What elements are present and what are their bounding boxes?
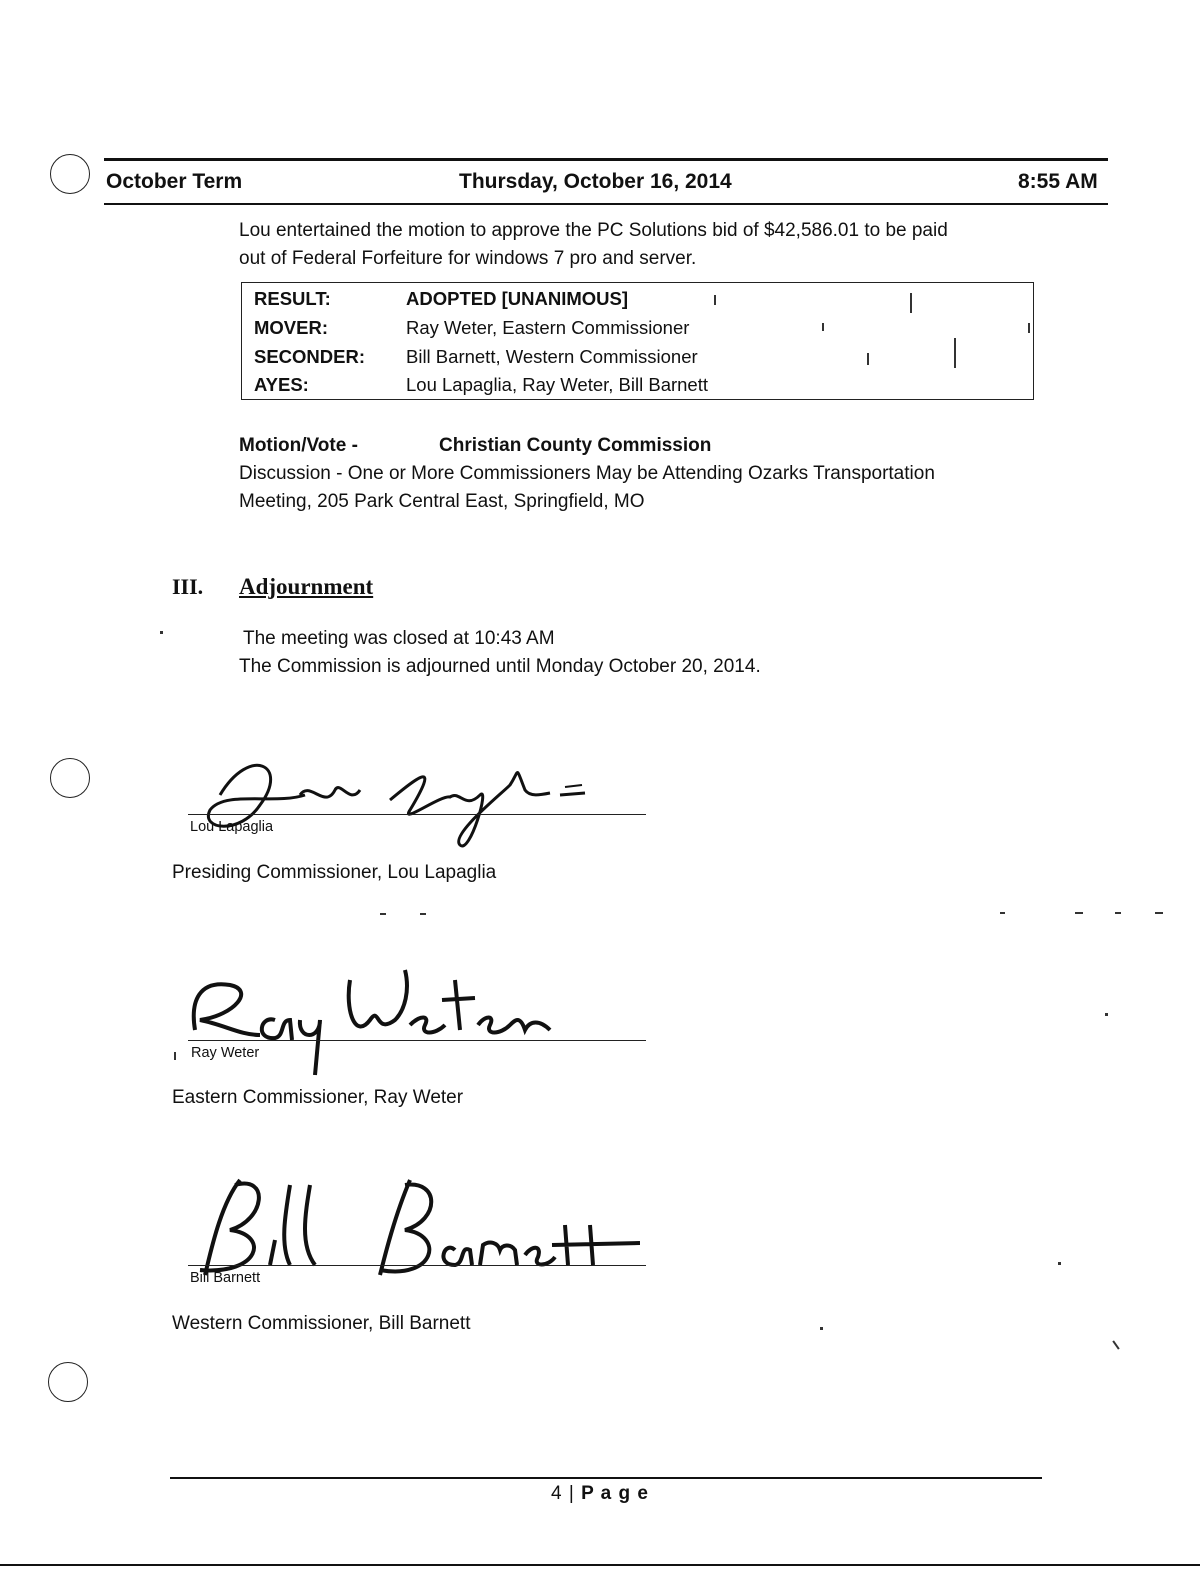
header-top-rule — [104, 158, 1108, 161]
scan-speck — [1115, 912, 1121, 914]
discussion-line-2: Meeting, 205 Park Central East, Springfield, MO — [239, 491, 645, 512]
signer-title-1: Presiding Commissioner, Lou Lapaglia — [172, 862, 497, 883]
signature-ray-weter — [180, 960, 580, 1080]
result-label: RESULT: — [254, 288, 331, 309]
scan-speck — [1000, 912, 1005, 914]
printed-name-2: Ray Weter — [191, 1045, 260, 1061]
motion-line-1: Lou entertained the motion to approve the PC Solutions bid of $42,586.01 to be paid — [239, 220, 948, 241]
scan-speck — [820, 1327, 823, 1330]
signer-title-3: Western Commissioner, Bill Barnett — [172, 1313, 471, 1334]
motion-line-2: out of Federal Forfeiture for windows 7 pro and server. — [239, 248, 697, 269]
signer-title-2: Eastern Commissioner, Ray Weter — [172, 1087, 464, 1108]
scan-speck — [174, 1052, 176, 1060]
result-value: ADOPTED [UNANIMOUS] — [406, 288, 628, 309]
signature-line-3 — [188, 1265, 646, 1266]
scan-speck — [954, 338, 956, 368]
scan-speck — [1105, 1013, 1108, 1016]
discussion-heading-row — [239, 432, 935, 460]
scan-speck — [1028, 323, 1030, 333]
scan-speck — [867, 353, 869, 365]
printed-name-1: Lou Lapaglia — [190, 819, 274, 835]
header-bottom-rule — [104, 203, 1108, 205]
signature-line-1 — [188, 814, 646, 815]
vote-result-table — [241, 282, 1034, 400]
discussion-block — [239, 432, 935, 516]
binder-hole-middle — [50, 758, 90, 798]
page-label: P a g e — [581, 1483, 649, 1504]
scan-speck — [1112, 1340, 1119, 1349]
footer-rule — [170, 1477, 1042, 1479]
ayes-value: Lou Lapaglia, Ray Weter, Bill Barnett — [406, 374, 708, 395]
header-date: Thursday, October 16, 2014 — [459, 170, 732, 193]
bottom-edge-rule — [0, 1564, 1200, 1566]
mover-label: MOVER: — [254, 317, 328, 338]
motion-vote-body: Christian County Commission — [439, 435, 712, 456]
discussion-line-1: Discussion - One or More Commissioners May be Attending Ozarks Transportation — [239, 463, 935, 484]
header-term: October Term — [106, 170, 243, 193]
scan-speck — [420, 913, 426, 915]
header-time: 8:55 AM — [1018, 170, 1098, 193]
signature-lou-lapaglia — [180, 735, 600, 865]
scan-speck — [160, 631, 163, 634]
page-number: 4 — [551, 1483, 563, 1504]
scan-speck — [714, 295, 716, 305]
mover-value: Ray Weter, Eastern Commissioner — [406, 317, 690, 338]
binder-hole-top — [50, 154, 90, 194]
motion-vote-label: Motion/Vote - — [239, 435, 358, 456]
binder-hole-bottom — [48, 1362, 88, 1402]
scan-speck — [1075, 912, 1083, 914]
motion-text — [239, 217, 948, 273]
adjournment-heading: Adjournment — [239, 574, 374, 599]
signature-line-2 — [188, 1040, 646, 1041]
scan-speck — [822, 323, 824, 331]
scan-speck — [910, 293, 912, 313]
adjournment-line-1: The meeting was closed at 10:43 AM — [243, 628, 555, 649]
adjournment-numeral: III. — [172, 574, 204, 599]
seconder-value: Bill Barnett, Western Commissioner — [406, 346, 698, 367]
page-footer — [0, 1483, 1200, 1505]
adjournment-line-2: The Commission is adjourned until Monday October 20, 2014. — [239, 656, 761, 677]
scan-speck — [1155, 912, 1163, 914]
ayes-label: AYES: — [254, 374, 309, 395]
page-separator: | — [568, 1483, 582, 1504]
scan-speck — [380, 913, 386, 915]
seconder-label: SECONDER: — [254, 346, 366, 367]
adjournment-text — [239, 625, 761, 681]
printed-name-3: Bill Barnett — [190, 1270, 261, 1286]
scan-speck — [1058, 1262, 1061, 1265]
